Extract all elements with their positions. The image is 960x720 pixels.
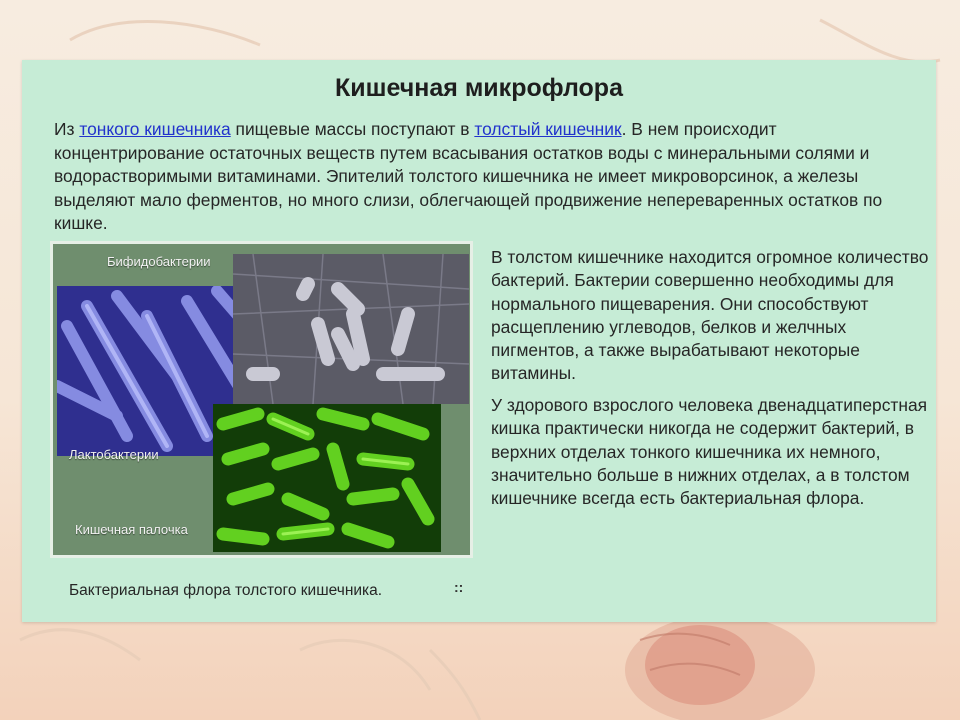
slide-title: Кишечная микрофлора xyxy=(335,74,623,102)
pointer-marker: :: xyxy=(454,579,464,595)
ecoli-image xyxy=(213,404,441,552)
lactobacteria-image xyxy=(233,254,469,404)
bacteria-figure xyxy=(50,241,473,558)
intro-middle: пищевые массы поступают в xyxy=(230,119,475,139)
bacteria-distribution-paragraph: У здорового взрослого человека двенадцатиперстная кишка практически никогда не содержит бактерий, в верхних отделах тонкого кишечника их немного, значительно больше в нижних отделах, а в толстом кишечнике всегда есть бактериальная флора. xyxy=(491,395,928,509)
bacteria-importance-paragraph: В толстом кишечнике находится огромное количество бактерий. Бактерии совершенно необходимы для нормального пищеварения. Они способствуют расщеплению углеводов, белков и желчных пигментов, а также вырабатывают некоторые витамины. xyxy=(491,247,929,384)
intro-prefix: Из xyxy=(54,119,80,139)
large-intestine-link[interactable]: толстый кишечник xyxy=(474,119,622,139)
content-panel xyxy=(22,60,936,622)
bifidobacteria-label: Бифидобактерии xyxy=(107,254,211,269)
intro-paragraph xyxy=(54,118,914,236)
figure-caption: Бактериальная флора толстого кишечника. xyxy=(69,582,383,599)
lactobacteria-label: Лактобактерии xyxy=(69,447,159,462)
intro-suffix: . В нем происходит концентрирование остаточных веществ путем всасывания остатков воды с минеральными солями и водорастворимыми витаминами. Эпителий толстого кишечника не имеет микроворсинок, а железы выделяют мало ферментов, но много слизи, облегчающей продвижение непереваренных остатков по кишке. xyxy=(54,119,883,233)
ecoli-label: Кишечная палочка xyxy=(75,522,188,537)
small-intestine-link[interactable]: тонкого кишечника xyxy=(79,119,231,139)
